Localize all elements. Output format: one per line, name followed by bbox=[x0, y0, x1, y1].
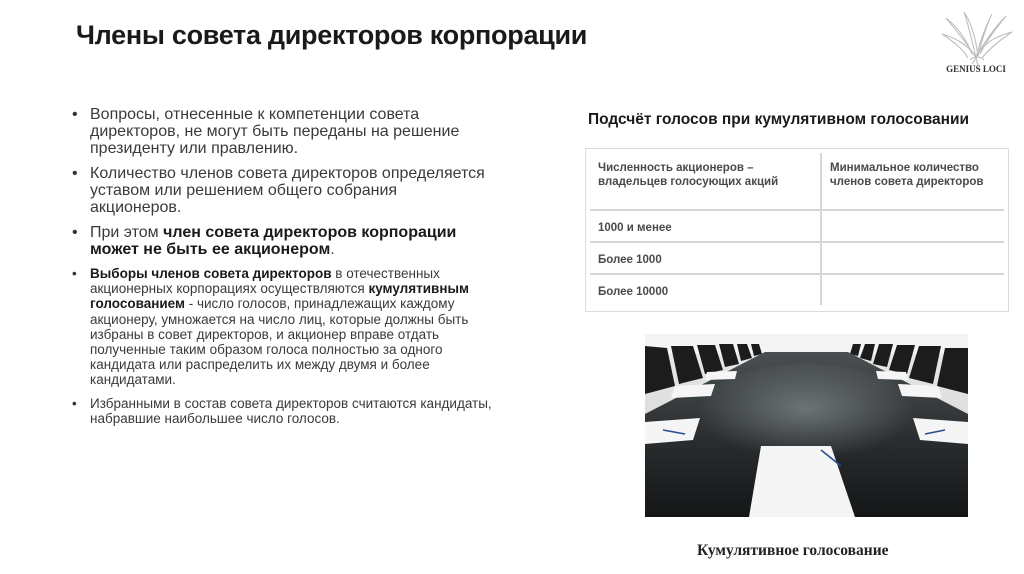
table-header-row bbox=[590, 153, 1004, 211]
bullet-item bbox=[72, 165, 492, 216]
bullet-item bbox=[72, 266, 492, 388]
table-cell bbox=[822, 275, 1004, 305]
table-title: Подсчёт голосов при кумулятивном голосовании bbox=[588, 111, 970, 128]
table-cell bbox=[822, 243, 1004, 273]
bullet-item bbox=[72, 396, 492, 426]
voting-table bbox=[585, 148, 1009, 312]
bullet-text: Количество членов совета директоров определяется уставом или решением общего собрания акционеров. bbox=[90, 165, 485, 216]
bullet-text: - число голосов, принадлежащих каждому акционеру, умножается на число лиц, которые должны быть избраны в совет директоров, и акционер вправе отдать полученные таким образом голоса полностью за одного кандидата или распределить их между двумя и более кандидатами. bbox=[90, 296, 469, 388]
table-cell: Более 10000 bbox=[590, 275, 822, 305]
table-cell: Более 1000 bbox=[590, 243, 822, 273]
boardroom-photo bbox=[645, 334, 968, 517]
bullet-list bbox=[72, 106, 492, 434]
photo-caption: Кумулятивное голосование bbox=[697, 542, 889, 559]
table-row bbox=[590, 243, 1004, 275]
bullet-item bbox=[72, 106, 492, 157]
slide-title: Члены совета директоров корпорации bbox=[76, 20, 588, 50]
bullet-text: При этом bbox=[90, 224, 164, 241]
table-row bbox=[590, 211, 1004, 243]
table-row bbox=[590, 275, 1004, 305]
table-cell bbox=[822, 211, 1004, 241]
bullet-text-bold: член совета директоров корпорации может не быть ее акционером bbox=[90, 224, 457, 258]
bullet-text: в отечественных акционерных корпорациях осуществляются bbox=[90, 266, 440, 297]
logo-wordmark: GENIUS LOCI bbox=[946, 64, 1006, 74]
bullet-text: Избранными в состав совета директоров считаются кандидаты, набравшие наибольшее число голосов. bbox=[90, 395, 492, 426]
bullet-item bbox=[72, 224, 492, 258]
bullet-text: . bbox=[330, 241, 335, 258]
bullet-text: Вопросы, отнесенные к компетенции совета директоров, не могут быть переданы на решение президенту или правлению. bbox=[90, 106, 460, 157]
bullet-text-bold: Выборы членов совета директоров bbox=[90, 266, 332, 281]
bullet-text-bold: кумулятивным голосованием bbox=[90, 281, 470, 312]
table-header-cell: Минимальное количество членов совета директоров bbox=[830, 162, 984, 188]
table-header-cell: Численность акционеров – владельцев голосующих акций bbox=[590, 153, 822, 209]
table-cell: 1000 и менее bbox=[590, 211, 822, 241]
